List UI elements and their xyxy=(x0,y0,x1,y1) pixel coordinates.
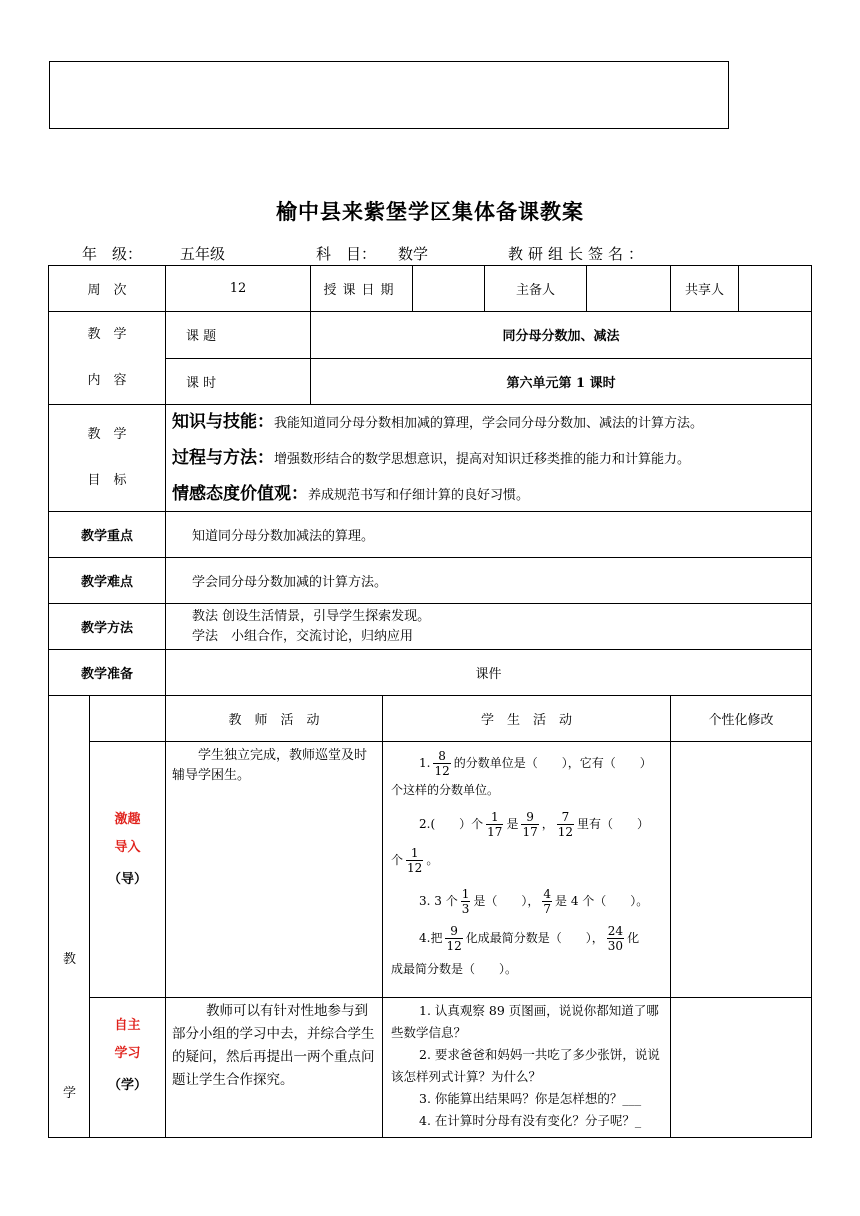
question-2: 2.( ）个 $\frac{1}{17}$ 是 $\frac{9}{17}$ ， $\frac{7}{12}$ 里有（ ） xyxy=(419,810,650,839)
stage2-q2: 2. 要求爸爸和妈妈一共吃了多少张饼，说说该怎样列式计算？为什么？ xyxy=(391,1047,660,1084)
subject-value: 数学 xyxy=(398,245,429,263)
process-side-label-1: 教 xyxy=(62,952,76,967)
leader-sign-label: 教研组长签名： xyxy=(508,245,649,263)
stage2-name-2: 学习 xyxy=(114,1046,141,1061)
stage2-student-activity xyxy=(383,998,671,1138)
prep-text: 课件 xyxy=(166,650,812,696)
preparer-label: 主备人 xyxy=(485,266,587,312)
key-point-text: 知道同分母分数加减法的算理。 xyxy=(166,512,812,558)
goal-attitude-text: 养成规范书写和仔细计算的良好习惯。 xyxy=(308,488,530,503)
question-4: 4.把 $\frac{9}{12}$ 化成最简分数是（ ）， $\frac{24}{30}$ 化 xyxy=(419,924,640,953)
goals-cell xyxy=(166,405,812,512)
stage2-teacher-activity: 教师可以有针对性地参与到部分小组的学习中去，并综合学生的疑问，然后再提出一两个重点问题让学生合作探究。 xyxy=(166,998,383,1138)
goals-label-cell xyxy=(49,405,166,512)
method-label: 教学方法 xyxy=(49,604,166,650)
period-label: 课 时 xyxy=(166,358,311,405)
goals-label-b: 目 标 xyxy=(87,473,127,488)
stage1-personal-edit[interactable] xyxy=(671,742,812,998)
stage1-name-3: （导） xyxy=(108,872,148,887)
week-value: 12 xyxy=(166,266,311,312)
question-3: 3. 3 个 $\frac{1}{3}$ 是（ ）， $\frac{4}{7}$ 是 4 个（ ）。 xyxy=(419,887,649,916)
goal-knowledge-label: 知识与技能： xyxy=(172,412,275,432)
content-label-b: 内 容 xyxy=(87,373,127,388)
topic-label: 课 题 xyxy=(166,312,311,359)
goal-process xyxy=(172,441,811,475)
content-label-cell xyxy=(49,312,166,405)
method-cell xyxy=(166,604,812,650)
goal-process-text: 增强数形结合的数学思想意识，提高对知识迁移类推的能力和计算能力。 xyxy=(274,452,691,467)
lesson-plan-table xyxy=(48,265,812,1138)
topic-value: 同分母分数加、减法 xyxy=(311,312,812,359)
goal-process-label: 过程与方法： xyxy=(172,448,275,468)
week-label: 周 次 xyxy=(49,266,166,312)
header-personal-edit: 个性化修改 xyxy=(671,696,812,742)
difficulty-text: 学会同分母分数加减的计算方法。 xyxy=(166,558,812,604)
method-line-2: 学法 小组合作，交流讨论，归纳应用 xyxy=(192,628,414,644)
stage1-teacher-activity: 学生独立完成，教师巡堂及时辅导学困生。 xyxy=(166,742,383,998)
header-teacher-activity: 教 师 活 动 xyxy=(166,696,383,742)
stage1-name-cell xyxy=(90,742,166,998)
stage2-q1: 1. 认真观察 89 页图画，说说你都知道了哪些数学信息？ xyxy=(391,1003,659,1040)
stage2-name-3: （学） xyxy=(108,1078,148,1093)
process-side-cell xyxy=(49,696,90,1138)
question-2-cont: 个 $\frac{1}{12}$ 。 xyxy=(391,846,439,875)
process-side-label-2: 学 xyxy=(62,1086,76,1101)
sharer-value[interactable] xyxy=(739,266,812,312)
process-header-blank xyxy=(90,696,166,742)
key-point-label: 教学重点 xyxy=(49,512,166,558)
grade-value: 五年级 xyxy=(180,245,226,263)
document-title: 榆中县来紫堡学区集体备课教案 xyxy=(276,200,584,224)
preparer-value[interactable] xyxy=(587,266,671,312)
stage2-q3: 3. 你能算出结果吗？你是怎样想的？___ xyxy=(419,1091,642,1106)
stage1-student-activity xyxy=(383,742,671,998)
question-1-cont: 个这样的分数单位。 xyxy=(391,783,500,797)
period-value: 第六单元第 1 课时 xyxy=(311,358,812,405)
header-blank-box xyxy=(49,61,729,129)
date-value[interactable] xyxy=(413,266,485,312)
difficulty-label: 教学难点 xyxy=(49,558,166,604)
goals-label-a: 教 学 xyxy=(87,427,127,442)
stage1-name-2: 导入 xyxy=(114,840,141,855)
stage1-name-1: 激趣 xyxy=(114,812,141,827)
goal-knowledge-text: 我能知道同分母分数相加减的算理，学会同分母分数加、减法的计算方法。 xyxy=(274,416,704,431)
stage2-name-cell xyxy=(90,998,166,1138)
stage2-q4: 4. 在计算时分母有没有变化？分子呢？_ xyxy=(419,1113,642,1128)
goal-knowledge xyxy=(172,407,811,441)
sharer-label: 共享人 xyxy=(671,266,739,312)
subject-label: 科 目： xyxy=(316,245,377,263)
date-label: 授课日期 xyxy=(311,266,413,312)
question-4-cont: 成最简分数是（ ）。 xyxy=(391,962,518,976)
stage2-personal-edit[interactable] xyxy=(671,998,812,1138)
stage2-name-1: 自主 xyxy=(114,1018,141,1033)
goal-attitude xyxy=(172,475,811,509)
content-label-a: 教 学 xyxy=(87,327,127,342)
goal-attitude-label: 情感态度价值观： xyxy=(172,484,309,504)
prep-label: 教学准备 xyxy=(49,650,166,696)
grade-label: 年 级： xyxy=(82,245,143,263)
method-line-1: 教法 创设生活情景，引导学生探索发现。 xyxy=(192,608,431,624)
header-student-activity: 学 生 活 动 xyxy=(383,696,671,742)
question-1: 1. $\frac{8}{12}$ 的分数单位是（ ），它有（ ） xyxy=(419,749,652,778)
